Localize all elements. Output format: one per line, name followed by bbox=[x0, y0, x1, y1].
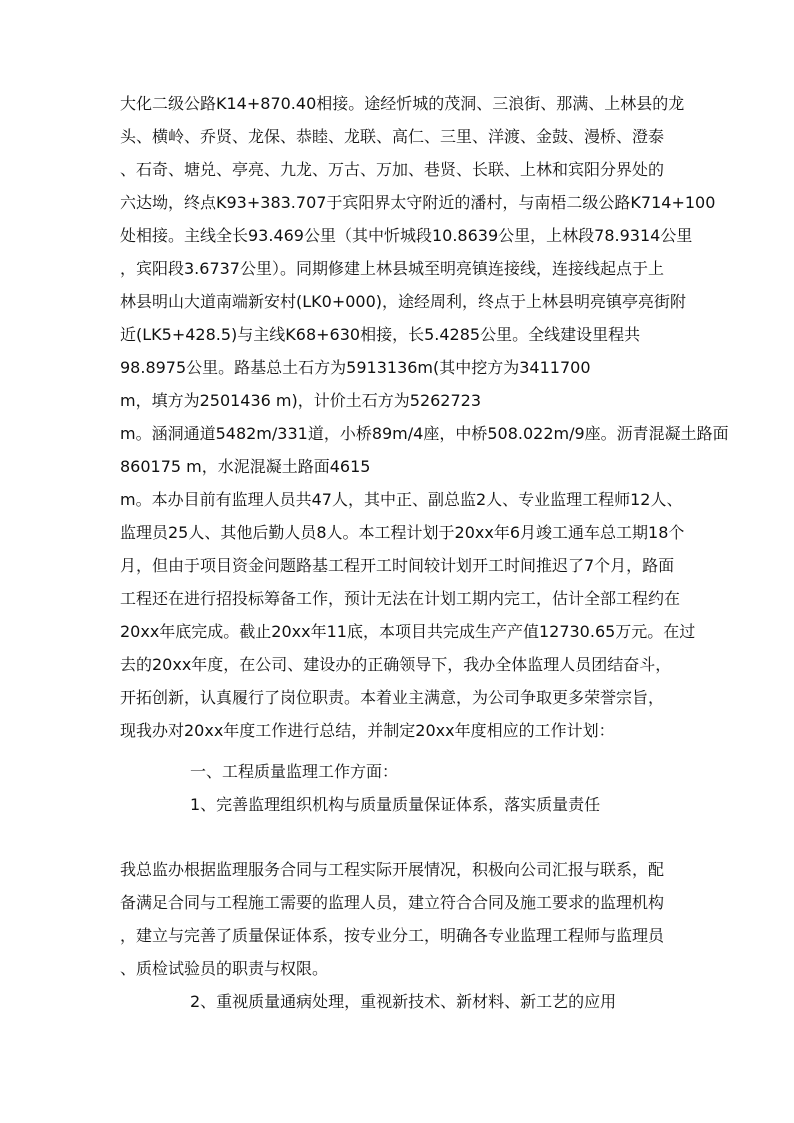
body-line: m。本办目前有监理人员共47人，其中正、副总监2人、专业监理工程师12人、 bbox=[120, 490, 683, 509]
subsection-heading: 1、完善监理组织机构与质量质量保证体系，落实质量责任 bbox=[190, 795, 601, 814]
body-line: 近(LK5+428.5)与主线K68+630相接，长5.4285公里。全线建设里程共 bbox=[120, 325, 641, 344]
subsection-heading: 2、重视质量通病处理，重视新技术、新材料、新工艺的应用 bbox=[190, 992, 617, 1011]
body-line: 六达坳，终点K93+383.707于宾阳界太守附近的潘村，与南梧二级公路K714+100 bbox=[120, 193, 716, 212]
body-line: 去的20xx年度，在公司、建设办的正确领导下，我办全体监理人员团结奋斗， bbox=[120, 655, 672, 674]
body-line: ，宾阳段3.6737公里）。同期修建上林县城至明亮镇连接线，连接线起点于上 bbox=[120, 259, 664, 278]
body-line: 现我办对20xx年度工作进行总结，并制定20xx年度相应的工作计划： bbox=[120, 721, 615, 740]
body-line: m，填方为2501436 m)，计价土石方为5262723 bbox=[120, 391, 482, 410]
body-line: m。涵洞通道5482m/331道，小桥89m/4座，中桥508.022m/9座。沥青混凝土路面 bbox=[120, 424, 729, 443]
body-line: 、石奇、塘兑、亭亮、九龙、万古、万加、巷贤、长联、上林和宾阳分界处的 bbox=[120, 160, 665, 179]
body-line: 处相接。主线全长93.469公里（其中忻城段10.8639公里，上林段78.9314公里 bbox=[120, 226, 693, 245]
body-line: 大化二级公路K14+870.40相接。途经忻城的茂洞、三浪街、那满、上林县的龙 bbox=[120, 94, 685, 113]
body-line: ，建立与完善了质量保证体系，按专业分工，明确各专业监理工程师与监理员 bbox=[120, 926, 665, 945]
body-line: 头、横岭、乔贤、龙保、恭睦、龙联、高仁、三里、洋渡、金鼓、漫桥、澄泰 bbox=[120, 127, 665, 146]
body-line: 开拓创新，认真履行了岗位职责。本着业主满意，为公司争取更多荣誉宗旨， bbox=[120, 688, 665, 707]
section-heading: 一、工程质量监理工作方面： bbox=[190, 762, 399, 781]
body-line: 我总监办根据监理服务合同与工程实际开展情况，积极向公司汇报与联系，配 bbox=[120, 860, 665, 879]
body-line: 、质检试验员的职责与权限。 bbox=[120, 959, 329, 978]
body-line: 20xx年底完成。截止20xx年11底，本项目共完成生产产值12730.65万元。在过 bbox=[120, 622, 696, 641]
body-line: 860175 m，水泥混凝土路面4615 bbox=[120, 457, 371, 476]
body-line: 工程还在进行招投标筹备工作，预计无法在计划工期内完工，估计全部工程约在 bbox=[120, 589, 681, 608]
body-line: 98.8975公里。路基总土石方为5913136m(其中挖方为3411700 bbox=[120, 358, 591, 377]
body-line: 林县明山大道南端新安村(LK0+000)，途经周利，终点于上林县明亮镇亭亮街附 bbox=[120, 292, 687, 311]
body-line: 月，但由于项目资金问题路基工程开工时间较计划开工时间推迟了7个月，路面 bbox=[120, 556, 675, 575]
body-line: 备满足合同与工程施工需要的监理人员，建立符合合同及施工要求的监理机构 bbox=[120, 893, 665, 912]
body-line: 监理员25人、其他后勤人员8人。本工程计划于20xx年6月竣工通车总工期18个 bbox=[120, 523, 685, 542]
